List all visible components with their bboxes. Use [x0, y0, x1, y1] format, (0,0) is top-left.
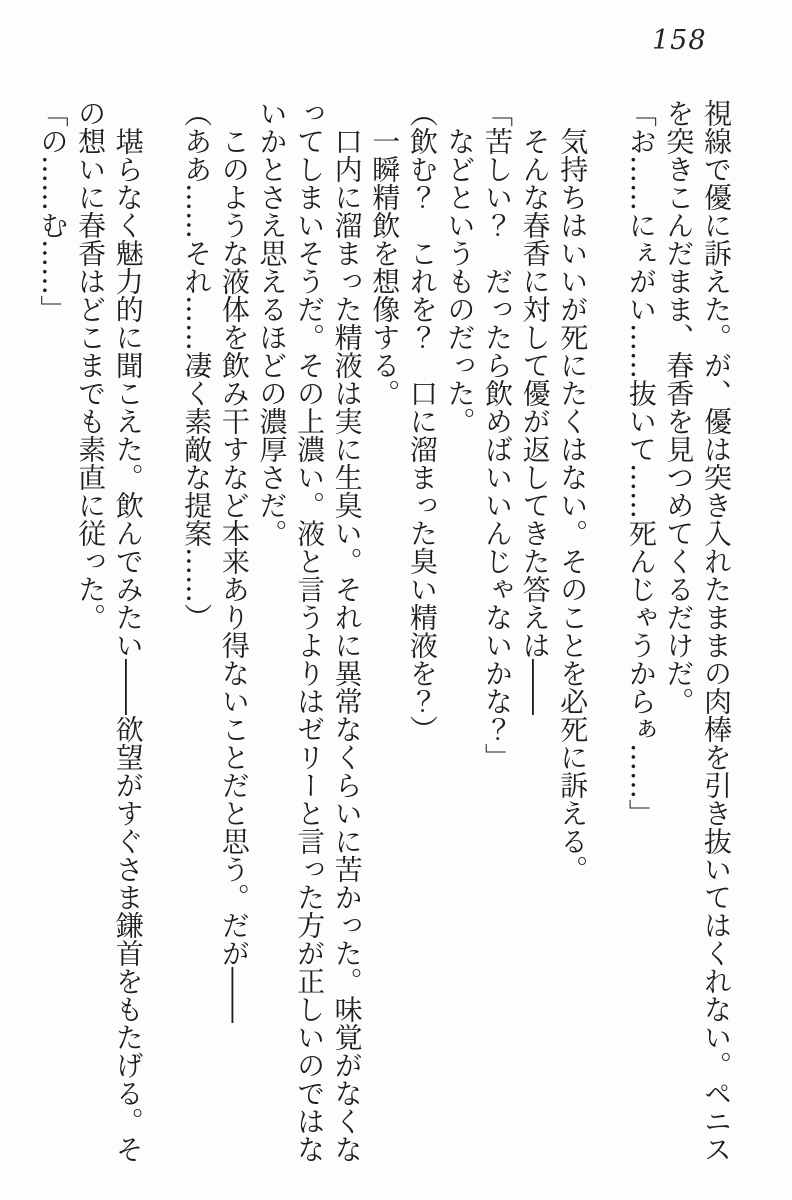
text-line: ってしまいそうだ。その上濃い。液と言うよりはゼリーと言った方が正しいのではな [293, 99, 327, 1163]
text-line: 「お……にぇがい……抜いて……死んじゃうからぁ……」 [624, 99, 658, 827]
vertical-text-block [34, 99, 735, 1184]
text-line: 「苦しい？ だったら飲めばいいんじゃないかな？」 [481, 99, 515, 771]
text-line: 「の……む……」 [36, 99, 70, 323]
text-line: などというものだった。 [443, 99, 477, 435]
text-line: 一瞬精飲を想像する。 [368, 99, 402, 407]
text-line: いかとさえ思えるほどの濃厚さだ。 [255, 99, 289, 547]
text-line: （ああ……それ……凄く素敵な提案……） [180, 99, 214, 631]
text-line: 視線で優に訴えた。が、優は突き入れたままの肉棒を引き抜いてはくれない。ペニス [700, 99, 733, 1163]
text-line: （飲む？ これを？ 口に溜まった臭い精液を？） [405, 99, 439, 743]
text-line: 堪らなく魅力的に聞こえた。飲んでみたい――欲望がすぐさま鎌首をもたげる。そ [111, 99, 145, 1163]
page-number: 158 [652, 25, 707, 56]
text-line: 気持ちはいいが死にたくはない。そのことを必死に訴える。 [556, 99, 590, 883]
text-line: そんな春香に対して優が返してきた答えは―― [518, 99, 552, 715]
text-line: を突きこんだまま、春香を見つめてくるだけだ。 [662, 99, 696, 715]
text-line: の想いに春香はどこまでも素直に従った。 [74, 99, 108, 631]
text-line: このような液体を飲み干すなど本来あり得ないことだと思う。だが―― [217, 99, 251, 1023]
text-line: 口内に溜まった精液は実に生臭い。それに異常なくらいに苦かった。味覚がなくな [330, 99, 364, 1163]
